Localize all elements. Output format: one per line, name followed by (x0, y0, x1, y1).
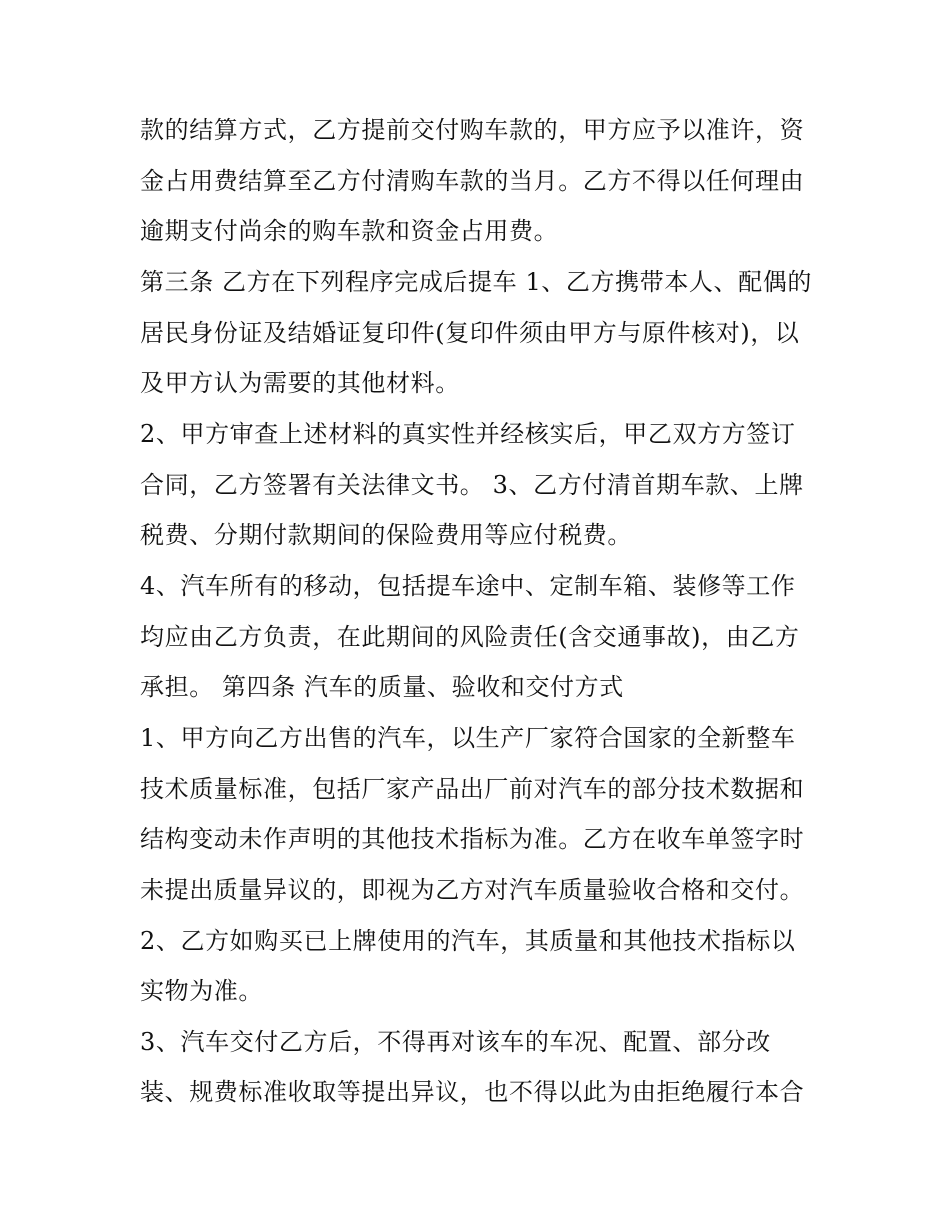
text-line: 合同，乙方签署有关法律文书。 3、乙方付清首期车款、上牌 (140, 471, 804, 499)
text-line: 逾期支付尚余的购车款和资金占用费。 (140, 217, 559, 245)
text-line: 税费、分期付款期间的保险费用等应付税费。 (140, 521, 632, 549)
text-line: 装、规费标准收取等提出异议，也不得以此为由拒绝履行本合 (140, 1078, 805, 1106)
text-line: 未提出质量异议的，即视为乙方对汽车质量验收合格和交付。 (140, 876, 805, 904)
text-line: 承担。 第四条 汽车的质量、验收和交付方式 (140, 673, 624, 701)
text-line: 2、乙方如购买已上牌使用的汽车，其质量和其他技术指标以 (140, 927, 796, 955)
text-line: 金占用费结算至乙方付清购车款的当月。乙方不得以任何理由 (140, 167, 805, 195)
text-line: 1、甲方向乙方出售的汽车，以生产厂家符合国家的全新整车 (140, 724, 796, 752)
text-line: 居民身份证及结婚证复印件(复印件须由甲方与原件核对)，以 (140, 319, 800, 347)
text-line: 3、汽车交付乙方后，不得再对该车的车况、配置、部分改 (140, 1028, 771, 1056)
text-line: 款的结算方式，乙方提前交付购车款的，甲方应予以准许，资 (140, 116, 805, 144)
text-line: 2、甲方审查上述材料的真实性并经核实后，甲乙双方方签订 (140, 420, 796, 448)
text-line: 实物为准。 (140, 977, 263, 1005)
text-line: 第三条 乙方在下列程序完成后提车 1、乙方携带本人、配偶的 (140, 268, 812, 296)
text-line: 及甲方认为需要的其他材料。 (140, 369, 460, 397)
text-line: 技术质量标准，包括厂家产品出厂前对汽车的部分技术数据和 (140, 775, 805, 803)
text-line: 结构变动未作声明的其他技术指标为准。乙方在收车单签字时 (140, 825, 805, 853)
text-line: 均应由乙方负责，在此期间的风险责任(含交通事故)，由乙方 (140, 623, 800, 651)
text-line: 4、汽车所有的移动，包括提车途中、定制车箱、装修等工作 (140, 572, 796, 600)
